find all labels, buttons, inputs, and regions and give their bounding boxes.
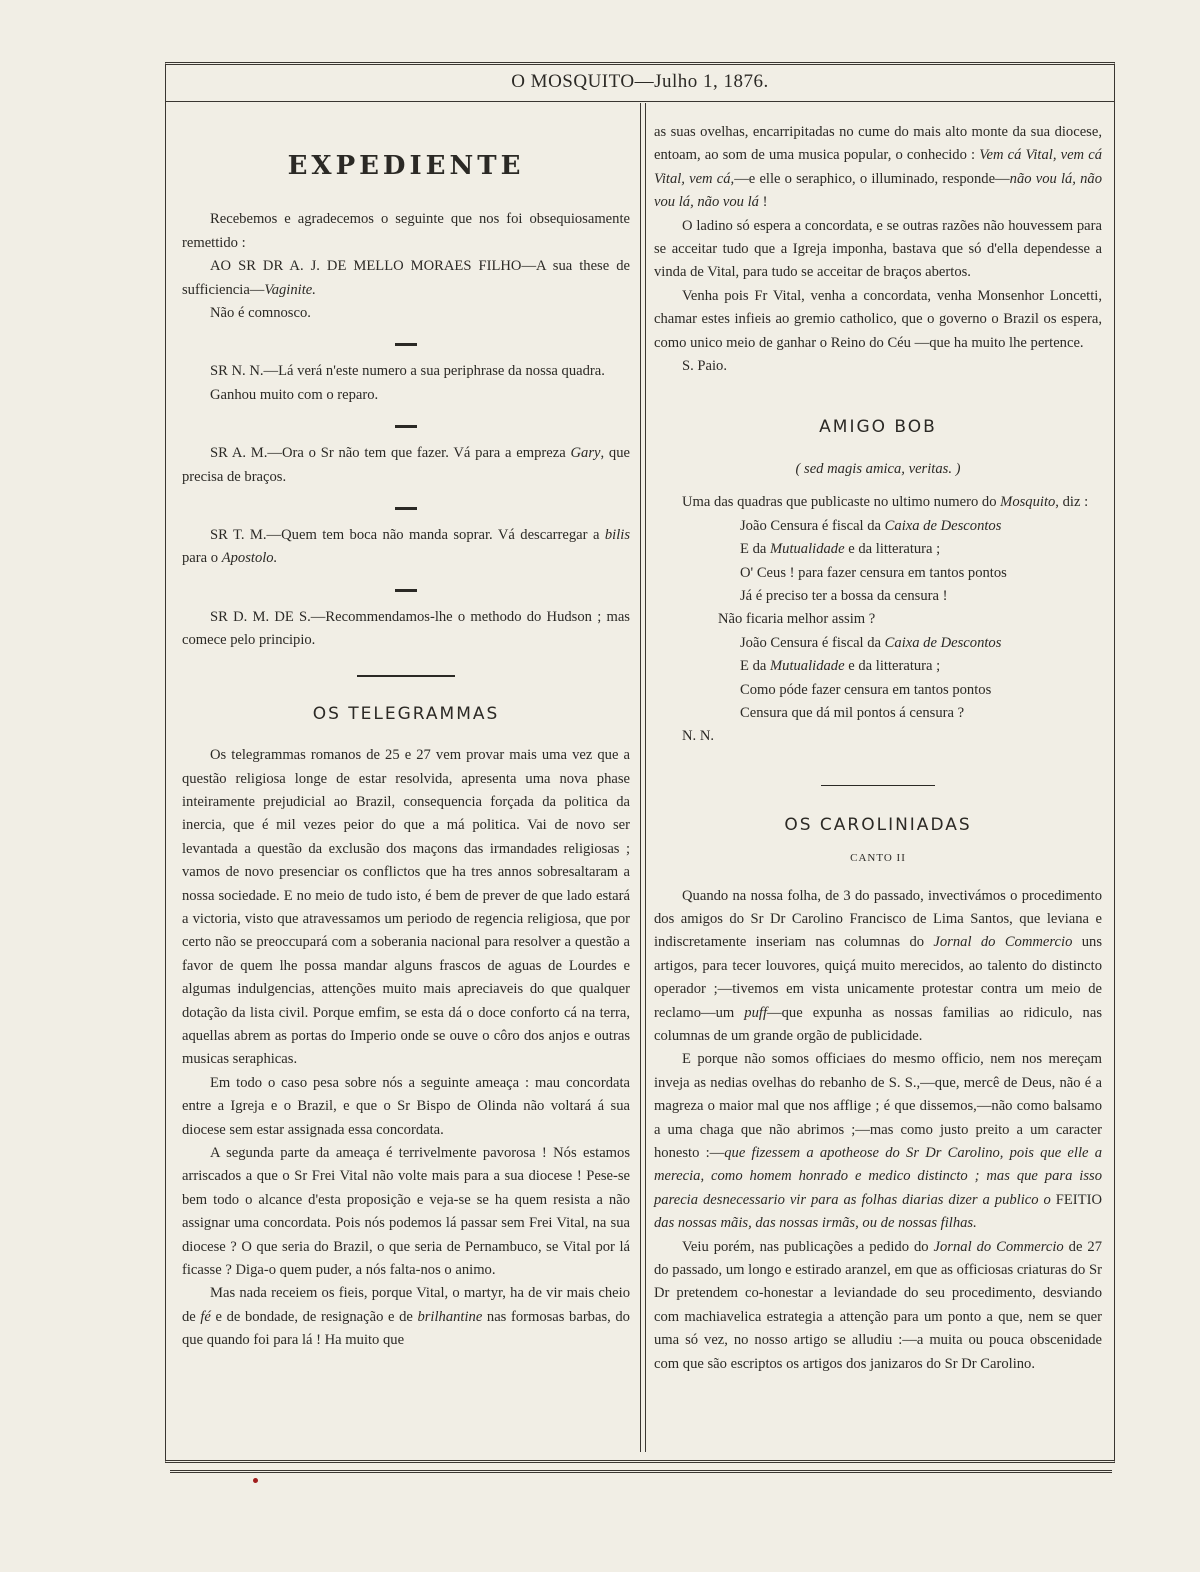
caroliniadas-paragraph <box>654 1236 1102 1376</box>
telegrammas-paragraph <box>654 121 1102 215</box>
caroliniadas-paragraph <box>654 885 1102 1049</box>
text-run: uns artigos, para tecer louvores, quiçá muito merecidos, ao talento do distincto operador ;—tivemos em vista unicamente protestar contra um meio de reclamo—um <box>654 934 1103 1021</box>
amigo-bob-intro <box>654 491 1102 514</box>
text-run: nas formosas barbas, do que quando foi para lá ! Ha muito que <box>182 1308 630 1349</box>
italic-run: brilhantine <box>417 1308 483 1325</box>
text-run: Veiu porém, nas publicações a pedido do <box>682 1238 934 1255</box>
verse-line <box>654 655 1102 678</box>
italic-run: Caixa de Descontos <box>884 634 1002 651</box>
amigo-bob-signature: N. N. <box>682 728 715 745</box>
telegrammas-signature: S. Paio. <box>682 358 728 375</box>
text-run: —que expunha as nossas familias ao ridiculo, nas columnas de um grande orgão de publicidade. <box>654 1004 1103 1044</box>
italic-run: puff <box>744 1004 767 1021</box>
column-divider <box>640 103 646 1452</box>
telegrammas-paragraph: Venha pois Fr Vital, venha a concordata, venha Monsenhor Loncetti, chamar estes infieis ao gremio catholico, que o governo o Brazil os espera, como unico meio de ganhar o Reino do Céu —que ha muito lhe pertence. <box>654 287 1102 351</box>
text-run: de 27 do passado, um longo e estirado aranzel, em que as officiosas criaturas do Sr Dr pretendem co-honestar a leviandade do seu procedimento, desviando com machiavelica estrategia a attenção para um ponto a que, nem se quer uma só vez, no nosso artigo se alludiu :—a muita ou pouca obscenidade com que são escriptos os artigos dos janizaros do Sr Dr Carolino. <box>654 1238 1102 1372</box>
text-run: e da litteratura ; <box>844 658 941 675</box>
italic-run: das nossas mãis, das nossas irmãs, ou de nossas filhas. <box>654 1215 977 1232</box>
italic-run: Mutualidade <box>770 658 845 675</box>
italic-run: Mosquito <box>1000 494 1056 511</box>
expediente-title: EXPEDIENTE <box>287 151 525 181</box>
text-run: FEITIO <box>1055 1191 1102 1208</box>
italic-run: Apostolo. <box>221 550 278 567</box>
text-run: Mas nada receiem os fieis, porque Vital, o martyr, ha de vir mais cheio de <box>182 1285 630 1325</box>
text-run: SR T. M.—Quem tem boca não manda soprar. Vá descarregar a <box>210 527 605 544</box>
amigo-bob-subtitle: ( sed magis amica, veritas. ) <box>795 460 961 477</box>
text-run: E porque não somos officiaes do mesmo officio, nem nos mereçam inveja as nedias ovelhas do rebanho de S. S.,—que, mercê de Deus, não é a magreza o maior mal que nos afflige ; é que dissemos,—não como balsamo a uma chaga que não abrimos ;—mas como justo preito a um caracter honesto :— <box>654 1051 1102 1162</box>
section-rule <box>357 675 455 677</box>
telegrammas-title: OS TELEGRAMMAS <box>312 703 500 724</box>
telegrammas-paragraph: Em todo o caso pesa sobre nós a seguinte ameaça : mau concordata entre a Igreja e o Brazil, e que o Sr Bispo de Olinda não voltará á sua diocese sem estar assignada essa concordata. <box>182 1074 630 1138</box>
expediente-paragraph: Não é comnosco. <box>210 305 311 322</box>
text-run: ! <box>758 194 768 211</box>
italic-run: Jornal do Commercio <box>933 1238 1064 1255</box>
text-run: e da litteratura ; <box>844 541 941 558</box>
telegrammas-paragraph <box>182 1282 630 1352</box>
section-dash <box>395 507 417 510</box>
text-run: e de bondade, de resignação e de <box>210 1308 418 1325</box>
text-run: para o <box>182 550 222 567</box>
text-run: E da <box>740 541 770 558</box>
section-dash <box>395 425 417 428</box>
text-run: AO SR DR A. J. DE MELLO MORAES FILHO—A sua these de sufficiencia— <box>182 258 630 298</box>
telegrammas-paragraph: A segunda parte da ameaça é terrivelmente pavorosa ! Nós estamos arriscados a que o Sr Frei Vital não volte mais para a sua diocese ! Pese-se bem todo o alcance d'esta proposição e veja-se se ha quem resista a não assignar uma concordata. Pois nós podemos lá passar sem Frei Vital, na sua diocese ? O que seria do Brazil, o que seria de Pernambuco, se Vital por lá ficasse ? Diga-o quem puder, a nós falta-nos o animo. <box>182 1145 630 1279</box>
italic-run: Vem cá Vital, vem cá Vital, vem cá, <box>654 147 1102 187</box>
italic-run: Caixa de Descontos <box>884 517 1002 534</box>
expediente-paragraph: Ganhou muito com o reparo. <box>210 386 379 403</box>
text-run: SR A. M.—Ora o Sr não tem que fazer. Vá para a empreza <box>210 445 571 462</box>
expediente-paragraph: Recebemos e agradecemos o seguinte que nos foi obsequiosamente remettido : <box>182 211 630 251</box>
footer-rule <box>170 1470 1112 1473</box>
text-run: —e elle o seraphico, o illuminado, responde— <box>734 170 1010 187</box>
canto-label: CANTO II <box>850 852 906 865</box>
running-head: O MOSQUITO—Julho 1, 1876. <box>511 71 769 92</box>
text-run: Uma das quadras que publicaste no ultimo numero do <box>682 494 1001 511</box>
verse-line: Como póde fazer censura em tantos pontos <box>740 681 992 698</box>
expediente-paragraph: SR N. N.—Lá verá n'este numero a sua periphrase da nossa quadra. <box>210 363 605 380</box>
verse-line <box>654 515 1102 538</box>
italic-run: bilis <box>604 527 630 544</box>
italic-run: Jornal do Commercio <box>933 934 1073 951</box>
italic-run: que fizessem a apotheose do Sr Dr Carolino, pois que elle a merecia, como homem honrado e medico distincto ; mas que para isso parecia desnecessario vir para as folhas diarias dizer a publico o <box>654 1145 1102 1208</box>
text-run: Quando na nossa folha, de 3 do passado, invectivámos o procedimento dos amigos do Sr Dr Carolino Francisco de Lima Santos, que leviana e indiscretamente inseriam nas columnas do <box>654 887 1102 951</box>
text-run: , diz : <box>1055 494 1089 511</box>
text-run: , que precisa de braços. <box>182 445 630 485</box>
text-run: João Censura é fiscal da <box>740 634 885 651</box>
newspaper-page <box>165 62 1115 1463</box>
telegrammas-paragraph: Os telegrammas romanos de 25 e 27 vem provar mais uma vez que a questão religiosa longe de estar resolvida, apresenta uma nova phase inteiramente prejudicial ao Brazil, consequencia forçada da politica da inercia, que é mil vezes peior do que a má politica. Vai de novo ser levantada a questão da exclusão dos maçons das irmandades religiosas ; vamos de novo presenciar os conflictos que ha tres annos sobresaltaram a nossa sociedade. E no meio de tudo isto, é bem de prever de que lado estará a victoria, visto que atravessamos um periodo de regencia religiosa, que por certo não se preoccupará com a soberania nacional para resolver a questão a favor de quem lhe possa mandar alguns frascos de aguas de Lourdes e algumas indulgencias, attenções muito mais apreciaveis do que qualquer dotação da lista civil. Porque emfim, se esta dá o doce conforto cá na terra, aquellas abrem as portas do Imperio onde se ouve o côro dos anjos e outras musicas seraphicas. <box>182 747 630 1068</box>
verse-line: O' Ceus ! para fazer censura em tantos pontos <box>740 564 1007 581</box>
caroliniadas-title: OS CAROLINIADAS <box>784 814 972 835</box>
left-column <box>182 117 630 1353</box>
verse-question: Não ficaria melhor assim ? <box>718 611 876 628</box>
text-run: João Censura é fiscal da <box>740 517 885 534</box>
verse-line <box>654 632 1102 655</box>
section-rule <box>821 785 935 786</box>
verse-line: Censura que dá mil pontos á censura ? <box>740 704 965 721</box>
section-dash <box>395 343 417 346</box>
right-column <box>654 121 1102 1376</box>
italic-run: Vaginite. <box>264 281 316 298</box>
verse-line <box>654 538 1102 561</box>
italic-run: fé <box>200 1308 211 1325</box>
expediente-paragraph <box>182 442 630 489</box>
section-dash <box>395 589 417 592</box>
italic-run: não vou lá, não vou lá, não vou lá <box>654 170 1103 211</box>
header-rule <box>166 101 1114 102</box>
amigo-bob-title: AMIGO BOB <box>819 417 937 438</box>
text-run: E da <box>740 658 770 675</box>
caroliniadas-paragraph <box>654 1048 1102 1235</box>
italic-run: Mutualidade <box>770 541 845 558</box>
italic-run: Gary <box>570 445 601 462</box>
text-run: as suas ovelhas, encarripitadas no cume do mais alto monte da sua diocese, entoam, ao som de uma musica popular, o conhecido : <box>654 124 1102 164</box>
expediente-paragraph <box>182 255 630 302</box>
expediente-paragraph: SR D. M. DE S.—Recommendamos-lhe o methodo do Hudson ; mas comece pelo principio. <box>182 608 630 649</box>
verse-line: Já é preciso ter a bossa da censura ! <box>740 587 948 604</box>
ink-mark <box>253 1478 258 1483</box>
telegrammas-paragraph: O ladino só espera a concordata, e se outras razões não houvessem para se acceitar tudo que a Igreja imponha, bastava que só d'ella dependesse a vinda de Vital, para tudo se acceitar de braços abertos. <box>654 217 1102 281</box>
expediente-paragraph <box>182 524 630 571</box>
